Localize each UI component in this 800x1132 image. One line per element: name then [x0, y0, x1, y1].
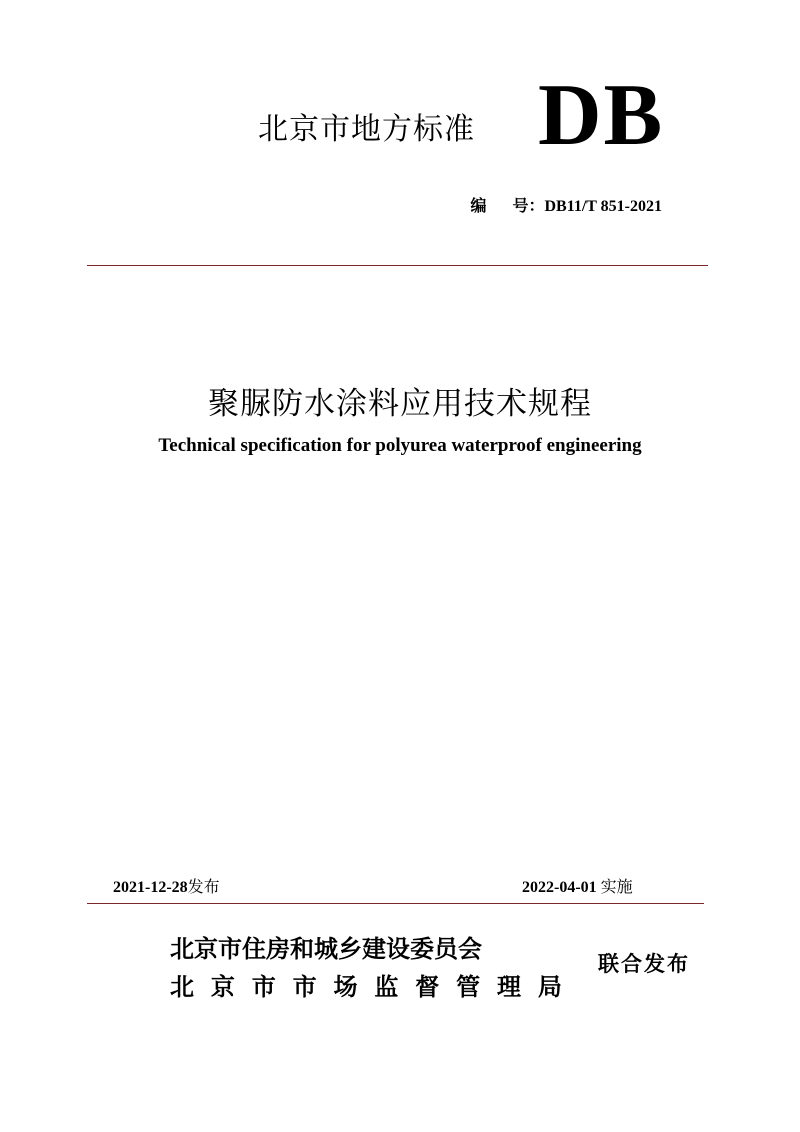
issuer-2-char: 监 [374, 973, 399, 1001]
issuer-2-char: 北 [170, 973, 194, 1001]
issuer-2-char: 局 [537, 973, 562, 1001]
standard-type-label: 北京市地方标准 [258, 112, 475, 147]
document-title-chinese: 聚脲防水涂料应用技术规程 [208, 386, 592, 422]
issuer-2-char: 市 [251, 973, 276, 1001]
bottom-divider [87, 903, 704, 904]
issue-date-line [113, 874, 220, 897]
implement-date: 2022-04-01 [522, 879, 597, 896]
issuer-market-regulation [170, 967, 562, 1002]
implement-date-line [522, 874, 633, 897]
standard-code-line [470, 193, 662, 216]
top-divider [87, 265, 708, 266]
issuer-housing-commission: 北京市住房和城乡建设委员会 [170, 935, 482, 963]
joint-issue-label: 联合发布 [598, 952, 690, 976]
db-logo: DB [538, 67, 665, 164]
issue-label: 发布 [187, 877, 220, 896]
code-label-char-2: 号： [512, 196, 545, 215]
issuer-2-char: 理 [497, 973, 521, 1001]
implement-label: 实施 [600, 877, 633, 896]
standard-code-label [470, 196, 544, 215]
issuer-2-char: 督 [415, 973, 440, 1001]
code-label-char-1: 编 [470, 196, 487, 215]
issuer-2-char: 场 [333, 973, 358, 1001]
issuer-2-char: 京 [210, 973, 235, 1001]
issuer-2-char: 市 [292, 973, 317, 1001]
issue-date: 2021-12-28 [113, 879, 188, 896]
document-title-english: Technical specification for polyurea waterproof engineering [158, 435, 642, 456]
issuer-2-char: 管 [456, 973, 481, 1001]
standard-code-value: DB11/T 851-2021 [544, 198, 662, 215]
